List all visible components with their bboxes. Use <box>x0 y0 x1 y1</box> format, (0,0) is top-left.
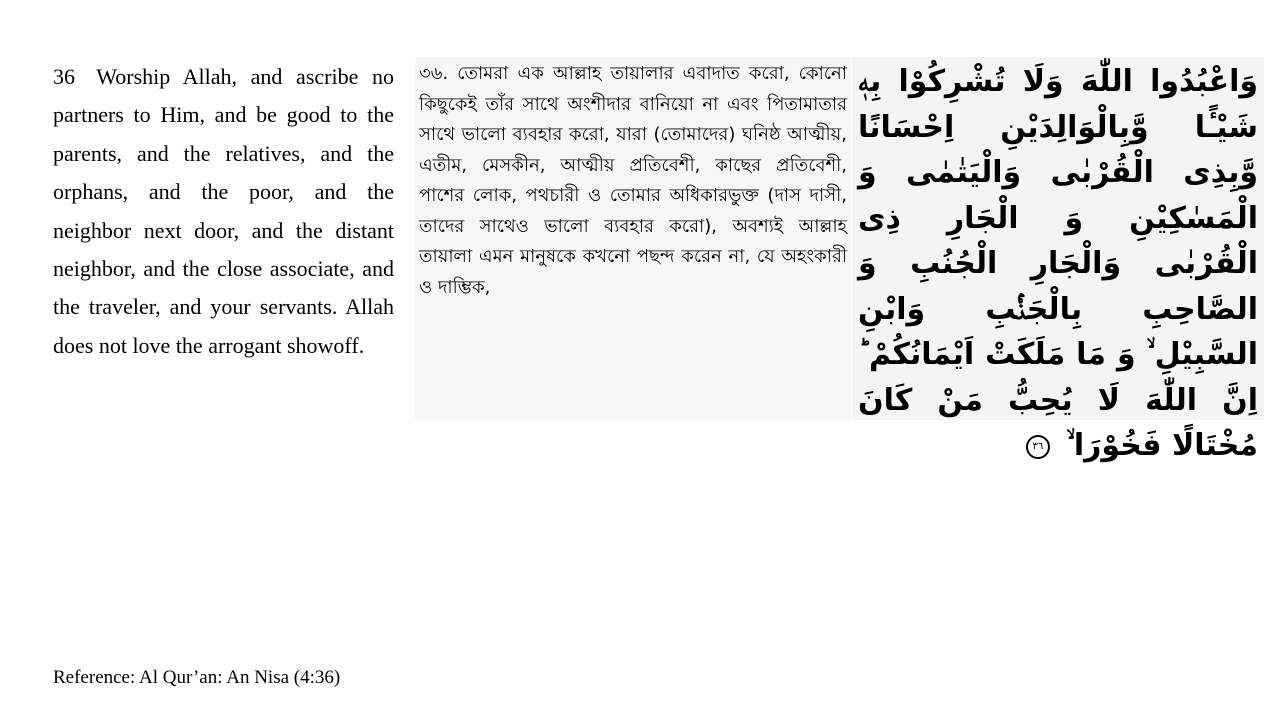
ayah-number-marker: ٣٦ <box>1026 435 1050 459</box>
arabic-verse <box>852 57 1264 463</box>
bengali-translation <box>415 57 851 420</box>
arabic-verse-text: وَاعْبُدُوا اللّٰهَ وَلَا تُشْرِكُوْا بِهٖ شَيْـًٔا وَّبِالْوَالِدَيْنِ اِحْسَانًا وَّبِذِى الْقُرْبٰى وَالْيَتٰمٰى وَ الْمَسٰكِيْنِ وَ الْجَارِ ذِى الْقُرْبٰى وَالْجَارِ الْجُنُبِ وَ الصَّاحِبِ بِالْجَنْۢبِ وَابْنِ السَّبِيْلِ ۙ وَ مَا مَلَكَتْ اَيْمَانُكُمْ ؕ اِنَّ اللّٰهَ لَا يُحِبُّ مَنْ كَانَ مُخْتَالًا فَخُوْرَا ۙ <box>858 64 1258 463</box>
english-verse-text: Worship Allah, and ascribe no partners to Him, and be good to the parents, and the relatives, and the orphans, and the poor, and the neighbor next door, and the distant neighbor, and the close associate, and the traveler, and your servants. Allah does not love the arrogant showoff. <box>53 64 394 358</box>
reference-citation: Reference: Al Qur’an: An Nisa (4:36) <box>53 667 341 688</box>
english-translation <box>53 58 394 365</box>
bengali-verse-text: ৩৬. তোমরা এক আল্লাহ তায়ালার এবাদাত করো, কোনো কিছুকেই তাঁর সাথে অংশীদার বানিয়ো না এবং পিতামাতার সাথে ভালো ব্যবহার করো, যারা (তোমাদের) ঘনিষ্ঠ আত্মীয়, এতীম, মেসকীন, আত্মীয় প্রতিবেশী, কাছের প্রতিবেশী, পাশের লোক, পথচারী ও তোমার অধিকারভুক্ত (দাস দাসী, তাদের সাথেও ভালো ব্যবহার করো), অবশ্যই আল্লাহ তায়ালা এমন মানুষকে কখনো পছন্দ করেন না, যে অহংকারী ও দাম্ভিক, <box>419 63 847 298</box>
verse-number: 36 <box>53 64 75 89</box>
